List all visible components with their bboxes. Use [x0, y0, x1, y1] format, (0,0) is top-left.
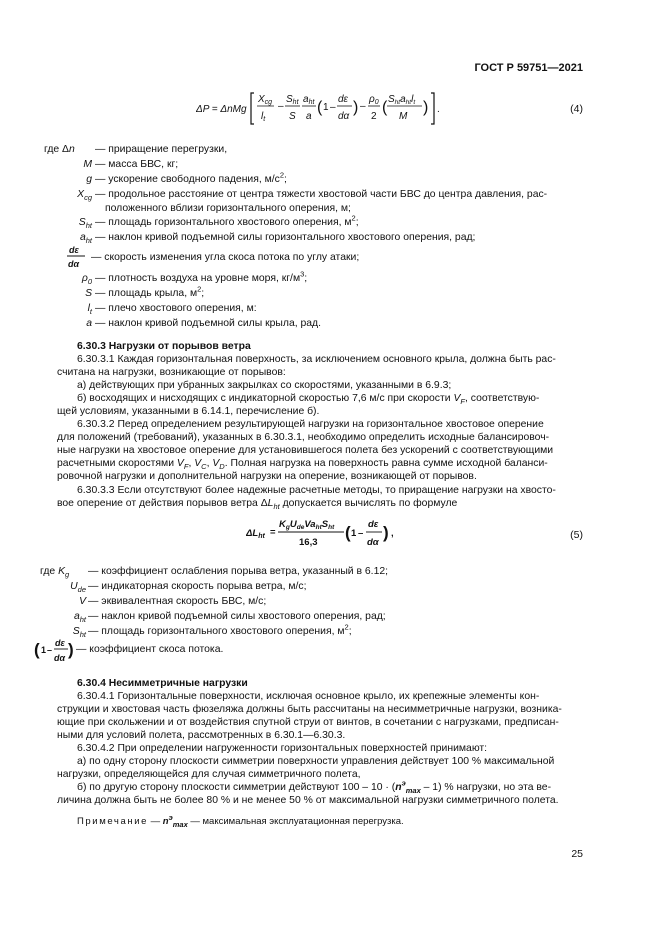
paragraph-line: 6.30.3.3 Если отсутствуют более надежные расчетные методы, то приращение нагрузки на хвосто-: [77, 485, 556, 496]
equation-4-number: (4): [570, 103, 583, 115]
section-heading-6-30-3: 6.30.3 Нагрузки от порывов ветра: [77, 341, 251, 352]
svg-text:(: (: [382, 99, 388, 116]
paragraph-line: считана на нагрузки, возникающие от порывов:: [57, 367, 286, 378]
svg-text:M: M: [399, 111, 408, 122]
svg-text:ΔLht: $\Delta L_{ht}$: [246, 528, 265, 540]
eq5-numerator: $K_gU_{de}Va_{ht}S_{ht}$: [279, 519, 335, 531]
svg-text:Sht: $S_{ht}$: [286, 94, 299, 106]
paragraph-line: а) действующих при убранных закрылках со скоростями, указанными в 6.9.3;: [77, 380, 452, 391]
svg-text:dα: dα: [68, 259, 80, 269]
svg-text:dα: dα: [54, 653, 66, 663]
svg-text:–: –: [358, 528, 364, 539]
svg-text:(: (: [34, 640, 40, 659]
svg-text:dα: dα: [367, 537, 379, 548]
svg-text:1: 1: [323, 102, 329, 113]
paragraph-line: 6.30.4.2 При определении нагруженности горизонтальных поверхностей принимают:: [77, 743, 488, 754]
svg-text:1: 1: [351, 528, 357, 539]
paragraph-line: вое оперение от действия порывов ветра $\Delta L_{ht}$ допускается вычислять по формуле: [57, 498, 458, 512]
svg-text:ρ0: $\rho_0$: [369, 94, 379, 106]
equation-5-number: (5): [570, 529, 583, 541]
svg-text:(: (: [345, 523, 351, 542]
page-number: 25: [571, 848, 583, 860]
deps-dalpha-fraction: [66, 243, 88, 271]
paragraph-line: ными для условий полета, рассмотренных в 6.30.1—6.30.3.: [57, 730, 346, 741]
svg-text:aht: $a_{ht}$: [303, 94, 315, 106]
downwash-factor-expression: [34, 636, 74, 664]
svg-text:–: –: [360, 101, 366, 112]
svg-text:S: S: [289, 111, 296, 122]
svg-text:(: (: [317, 99, 323, 116]
svg-text:dα: dα: [338, 111, 350, 122]
svg-text:): ): [423, 99, 429, 116]
equation-4: [196, 90, 446, 128]
svg-text:dε: dε: [368, 519, 379, 530]
svg-text:dε: dε: [55, 638, 65, 648]
svg-text:–: –: [278, 101, 284, 112]
paragraph-line: 6.30.3.1 Каждая горизонтальная поверхность, за исключением основного крыла, должна быть рас-: [77, 354, 556, 365]
paragraph-line: б) по другую сторону плоскости симметрии действуют $100 - 10 \cdot (n^э_{max} - 1)$ % нагрузки, но эта ве-: [77, 778, 552, 796]
svg-text:16,3: 16,3: [299, 537, 318, 548]
svg-text:lt: $l_t$: [261, 111, 266, 123]
paragraph-line: щей условиям, указанными в 6.14.1, перечисление б).: [57, 406, 320, 417]
svg-text:,: ,: [391, 528, 394, 539]
paragraph-line: ровочной нагрузки и дополнительной нагрузки на оперение, возникающей от порывов.: [57, 471, 477, 482]
svg-text:dε: dε: [69, 245, 79, 255]
paragraph-line: ющие при скольжении и от воздействия спутной струи от винтов, в сочетании с нагрузками, предписан-: [57, 717, 559, 728]
paragraph-line: 6.30.4.1 Горизонтальные поверхности, исключая основное крыло, их крепежные элементы кон-: [77, 691, 540, 702]
svg-text:–: –: [330, 102, 336, 113]
paragraph-line: личина должна быть не более 80 % и не менее 50 % от максимальной нагрузки симметричного полета.: [57, 795, 559, 806]
note: Примечание — $n^э_{max}$ — максимальная эксплуатационная перегрузка.: [77, 812, 404, 829]
paragraph-line: б) восходящих и нисходящих с индикаторной скоростью 7,6 м/с при скорости $V_F$, соответствую-: [77, 393, 540, 407]
document-header: ГОСТ Р 59751—2021: [474, 62, 583, 74]
svg-text:2: 2: [371, 111, 377, 122]
paragraph-line: струкции и хвостовая часть фюзеляжа должны быть рассчитаны на несимметричные нагрузки, возника-: [57, 704, 562, 715]
svg-text:–: –: [47, 645, 53, 655]
svg-text:dε: dε: [338, 94, 348, 105]
equation-5: [246, 514, 396, 550]
paragraph-line: 6.30.3.2 Перед определением результирующей нагрузки на горизонтальное хвостовое оперение: [77, 419, 544, 430]
eq4-lhs: ΔP = ΔnMg: [196, 104, 247, 115]
svg-text:.: .: [437, 104, 440, 115]
svg-text:): ): [383, 523, 389, 542]
svg-text:Xcg: $X_{cg}$: [258, 94, 273, 106]
svg-text:1: 1: [41, 645, 47, 655]
paragraph-line: ные нагрузки на хвостовое оперение для установившегося полета без ускорений с соответствующими: [57, 445, 554, 456]
document-page: ГОСТ Р 59751—2021 ΔP = ΔnMg $X_{cg}$ $l_t$ – $S_{ht}$ S $a_{ht}$ a ( 1 – dε dα ) – $\rho_0$ 2 ( $S_{ht}a_{ht}l_t$ M ) . (4) где Δn — приращение перегрузки, M — масса БВС, кг; g — ускорение свободного падения, $м/с^2$; $X_{cg}$ — продольное расстояние от центра тяжести хвостовой части БВС до центра давления, рас- положенного вблизи горизонтального оперения, м; $S_{ht}$ — площадь горизонтального хвостового оперения, $м^2$; $a_{ht}$ — наклон кривой подъемной силы горизонтального хвостового оперения, рад; dε dα — скорость изменения угла скоса потока по углу атаки; $\rho_0$ — плотность воздуха на уровне моря, $кг/м^3$; S — площадь крыла, $м^2$; $l_t$ — плечо хвостового оперения, м: a — наклон кривой подъемной силы крыла, рад. 6.30.3 Нагрузки от порывов ветра 6.30.3.1 Каждая горизонтальная поверхность, за исключением основного крыла, должна быть рас- считана на нагрузки, возникающие от порывов: а) действующих при убранных закрылках со скоростями, указанными в 6.9.3; б) восходящих и нисходящих с индикаторной скоростью 7,6 м/с при скорости $V_F$, соответствую- щей условиям, указанными в 6.14.1, перечисление б). 6.30.3.2 Перед определением результирующей нагрузки на горизонтальное хвостовое оперение для положений (требований), указанных в 6.30.3.1, необходимо определить исходные балансировоч- ные нагрузки на хвостовое оперение для установившегося полета без ускорений с соответствующими расчетными скоростями $V_F$, $V_C$, $V_D$. Полная нагрузка на поверхность равна сумме исходной баланси- ровочной нагрузки и дополнительной нагрузки на оперение, возникающей от порывов. 6.30.3.3 Если отсутствуют более надежные расчетные методы, то приращение нагрузки на хвосто- вое оперение от действия порывов ветра $\Delta L_{ht}$ допускается вычислять по формуле $\Delta L_{ht}$ = $K_gU_{de}Va_{ht}S_{ht}$ 16,3 ( 1 – dε dα ) , (5) где $K_g$ — коэффициент ослабления порыва ветра, указанный в 6.12; $U_{de}$ — индикаторная скорость порыва ветра, м/с; V — эквивалентная скорость БВС, м/с; $a_{ht}$ — наклон кривой подъемной силы хвостового оперения, рад; $S_{ht}$ — площадь горизонтального хвостового оперения, $м^2$; ( 1 – dε dα ) — коэффициент скоса потока. 6.30.4 Несимметричные нагрузки 6.30.4.1 Горизонтальные поверхности, исключая основное крыло, их крепежные элементы кон- струкции и хвостовая часть фюзеляжа должны быть рассчитаны на несимметричные нагрузки, возника- ющие при скольжении и от воздействия спутной струи от винтов, в сочетании с нагрузками, предписан- ными для условий полета, рассмотренных в 6.30.1—6.30.3. 6.30.4.2 При определении нагруженности горизонтальных поверхностей принимают: а) по одну сторону плоскости симметрии поверхности управления действует 100 % максимальной нагрузки, определяющейся для случая симметричного полета, б) по другую сторону плоскости симметрии действуют $100 - 10 \cdot (n^э_{max} - 1)$ % нагрузки, но эта ве- личина должна быть не более 80 % и не менее 50 % от максимальной нагрузки симметричного полета. Примечание — $n^э_{max}$ — максимальная эксплуатационная перегрузка. 25: [34, 62, 583, 860]
svg-text:): ): [353, 99, 359, 116]
svg-text:): ): [68, 640, 74, 659]
svg-text:a: a: [306, 111, 312, 122]
paragraph-line: а) по одну сторону плоскости симметрии поверхности управления действует 100 % максимальной: [77, 756, 555, 767]
paragraph-line: нагрузки, определяющейся для случая симметричного полета,: [57, 769, 361, 780]
svg-text:=: =: [270, 527, 276, 538]
paragraph-line: расчетными скоростями $V_F$, $V_C$, $V_D$. Полная нагрузка на поверхность равна сумме исходной баланси-: [57, 458, 548, 472]
section-heading-6-30-4: 6.30.4 Несимметричные нагрузки: [77, 678, 248, 689]
svg-text:Shtahtlt: $S_{ht}a_{ht}l_t$: [388, 94, 416, 106]
paragraph-line: для положений (требований), указанных в 6.30.3.1, необходимо определить исходные балансировоч-: [57, 432, 550, 443]
